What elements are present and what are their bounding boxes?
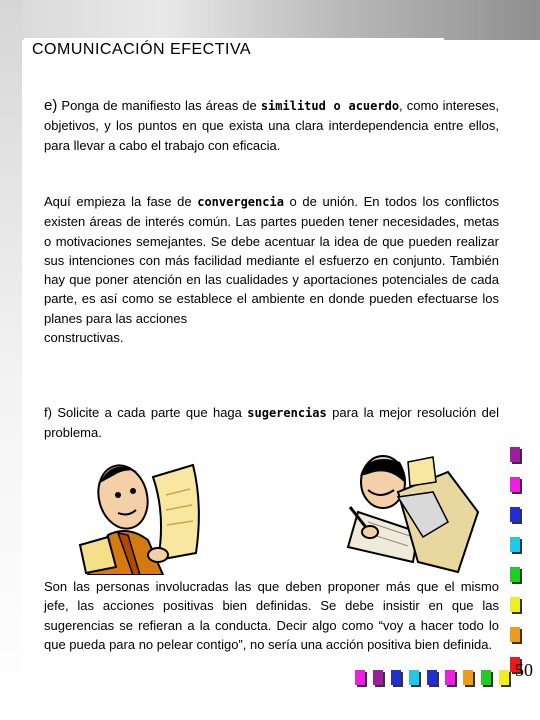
- paragraph-f-text-end: para la mejor resolución del problema.: [44, 405, 499, 441]
- decorative-square: [510, 507, 520, 522]
- decorative-square: [391, 670, 401, 685]
- page-number: 50: [515, 660, 533, 680]
- decorative-square: [481, 670, 491, 685]
- decorative-square: [445, 670, 455, 685]
- decorative-square: [510, 567, 520, 582]
- paragraph-e: [44, 96, 499, 155]
- paragraph-conv-last-line: constructivas.: [44, 330, 124, 346]
- decorative-square: [510, 597, 520, 612]
- decorative-square: [510, 447, 520, 462]
- paragraph-f: [44, 403, 499, 443]
- paragraph-convergencia: [44, 192, 499, 347]
- decorative-square: [427, 670, 437, 685]
- man-writing-illustration: [338, 452, 488, 577]
- decorative-square: [510, 477, 520, 492]
- page-title: COMUNICACIÓN EFECTIVA: [24, 38, 444, 66]
- decorative-square: [463, 670, 473, 685]
- paragraph-e-letter: e): [44, 97, 58, 114]
- paragraph-e-text-end: , como intereses, objetivos, y los puntos en que exista una clara interdependencia entre ellos, para llevar a cabo el trabajo con eficacia.: [44, 98, 499, 153]
- decorative-square: [373, 670, 383, 685]
- decorative-square: [409, 670, 419, 685]
- highlight-convergencia: convergencia: [197, 195, 284, 209]
- highlight-similitud: similitud o acuerdo: [260, 99, 400, 113]
- paragraph-conv-text-start: Aquí empieza la fase de: [44, 194, 198, 209]
- decorative-square: [510, 627, 520, 642]
- decorative-square: [355, 670, 365, 685]
- paragraph-f-text-start: f) Solicite a cada parte que haga: [44, 405, 248, 420]
- decorative-square: [499, 670, 509, 685]
- highlight-sugerencias: sugerencias: [247, 406, 327, 420]
- left-gradient-band: [0, 0, 22, 720]
- paragraph-e-text-start: Ponga de manifiesto las áreas de: [57, 98, 261, 113]
- paragraph-final: Son las personas involucradas las que deben proponer más que el mismo jefe, las acciones positivas bien definidas. Se debe insistir en que las sugerencias se refieran a la conducta. Decir algo como “voy a hacer todo lo que pueda para no pelear contigo”, no sería una acción positiva bien definida.: [44, 579, 499, 652]
- man-with-paper-illustration: [78, 455, 228, 575]
- paragraph-conv-text-end: o de unión. En todos los conflictos existen áreas de interés común. Las partes pueden tener necesidades, metas o motivaciones semejantes. Se debe acentuar la idea de que pueden realizar sus intenciones con más facilidad mediante el esfuerzo en conjunto. También hay que poner atención en las cualidades y aportaciones potenciales de cada parte, es así como se establece el ambiente en donde pueden efectuarse los planes para las acciones: [44, 194, 499, 326]
- top-gradient-band: [0, 0, 540, 40]
- decorative-square: [510, 537, 520, 552]
